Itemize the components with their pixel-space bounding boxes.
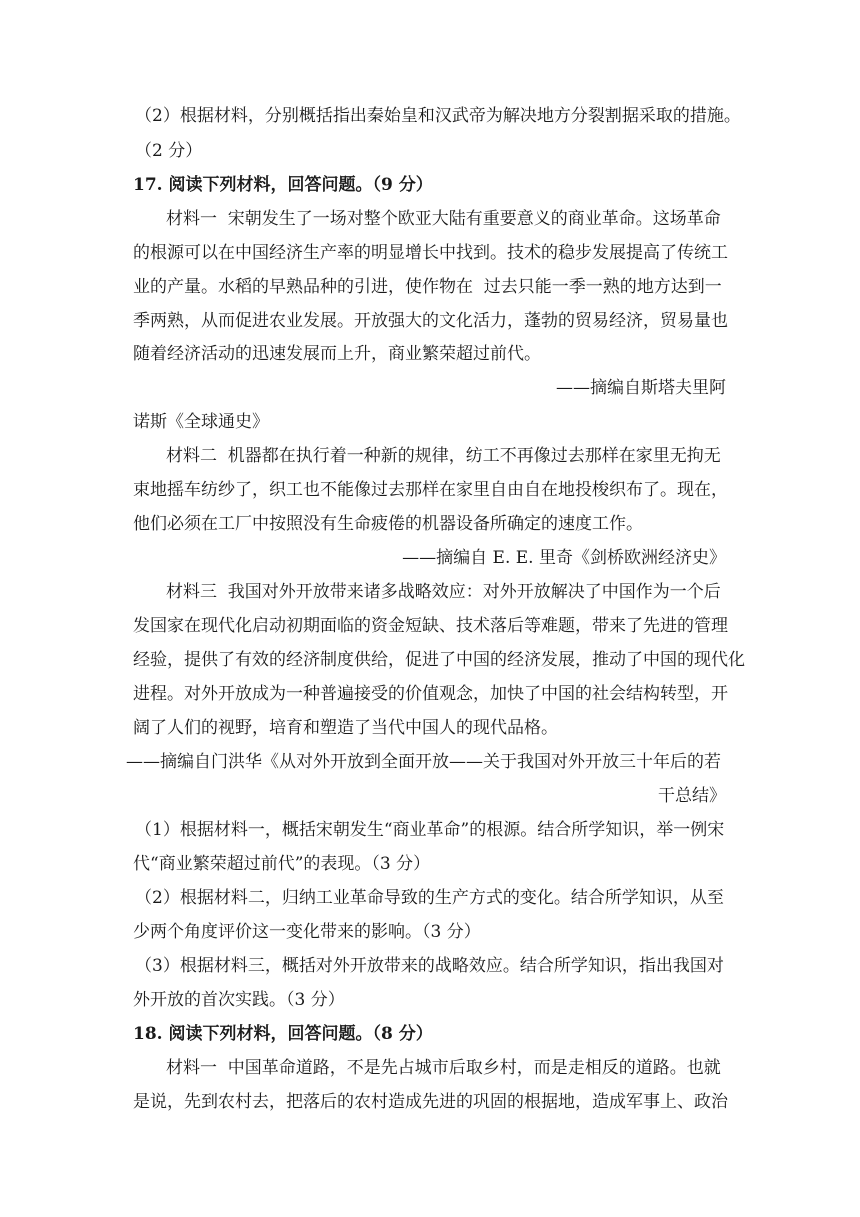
citation: 干总结》 [658, 786, 726, 806]
text-line: （2 分） [135, 141, 203, 161]
text-line: 进程。对外开放成为一种普遍接受的价值观念，加快了中国的社会结构转型，开 [133, 684, 728, 704]
citation: ——摘编自斯塔夫里阿 [556, 378, 726, 398]
text-line: 他们必须在工厂中按照没有生命疲倦的机器设备所确定的速度工作。 [133, 514, 643, 534]
text-line: 的根源可以在中国经济生产率的明显增长中找到。技术的稳步发展提高了传统工 [133, 243, 728, 263]
sub-question: （3）根据材料三，概括对外开放带来的战略效应。结合所学知识，指出我国对 [135, 956, 724, 976]
text-line: （2）根据材料，分别概括指出秦始皇和汉武帝为解决地方分裂割据采取的措施。 [135, 106, 741, 126]
question-heading: 18. 阅读下列材料，回答问题。（8 分） [133, 1024, 433, 1044]
citation: ——摘编自 E. E. 里奇《剑桥欧洲经济史》 [402, 548, 726, 568]
text-line: 材料一 宋朝发生了一场对整个欧亚大陆有重要意义的商业革命。这场革命 [166, 209, 721, 229]
text-line: 材料三 我国对外开放带来诸多战略效应：对外开放解决了中国作为一个后 [166, 582, 721, 602]
citation: 诺斯《全球通史》 [133, 412, 269, 432]
sub-question: （2）根据材料二，归纳工业革命导致的生产方式的变化。结合所学知识，从至 [135, 888, 724, 908]
text-line: 季两熟，从而促进农业发展。开放强大的文化活力，蓬勃的贸易经济，贸易量也 [133, 311, 728, 331]
question-heading: 17. 阅读下列材料，回答问题。（9 分） [133, 175, 433, 195]
text-line: 是说，先到农村去，把落后的农村造成先进的巩固的根据地，造成军事上、政治 [133, 1092, 728, 1112]
text-line: 材料二 机器都在执行着一种新的规律，纺工不再像过去那样在家里无拘无 [166, 446, 721, 466]
text-line: 经验，提供了有效的经济制度供给，促进了中国的经济发展，推动了中国的现代化 [133, 650, 745, 670]
text-line: 阔了人们的视野，培育和塑造了当代中国人的现代品格。 [133, 718, 558, 738]
text-line: 束地摇车纺纱了，织工也不能像过去那样在家里自由自在地投梭织布了。现在， [133, 480, 728, 500]
text-line: 业的产量。水稻的早熟品种的引进，使作物在 过去只能一季一熟的地方达到一 [133, 277, 722, 297]
sub-question: （1）根据材料一，概括宋朝发生“商业革命”的根源。结合所学知识，举一例宋 [135, 820, 725, 840]
text-line: 随着经济活动的迅速发展而上升，商业繁荣超过前代。 [133, 344, 541, 364]
text-line: 材料一 中国革命道路，不是先占城市后取乡村，而是走相反的道路。也就 [166, 1058, 721, 1078]
citation: ——摘编自门洪华《从对外开放到全面开放——关于我国对外开放三十年后的若 [126, 752, 721, 772]
sub-question: 代“商业繁荣超过前代”的表现。（3 分） [133, 854, 431, 874]
sub-question: 外开放的首次实践。（3 分） [133, 990, 345, 1010]
sub-question: 少两个角度评价这一变化带来的影响。（3 分） [133, 922, 481, 942]
text-line: 发国家在现代化启动初期面临的资金短缺、技术落后等难题，带来了先进的管理 [133, 616, 728, 636]
